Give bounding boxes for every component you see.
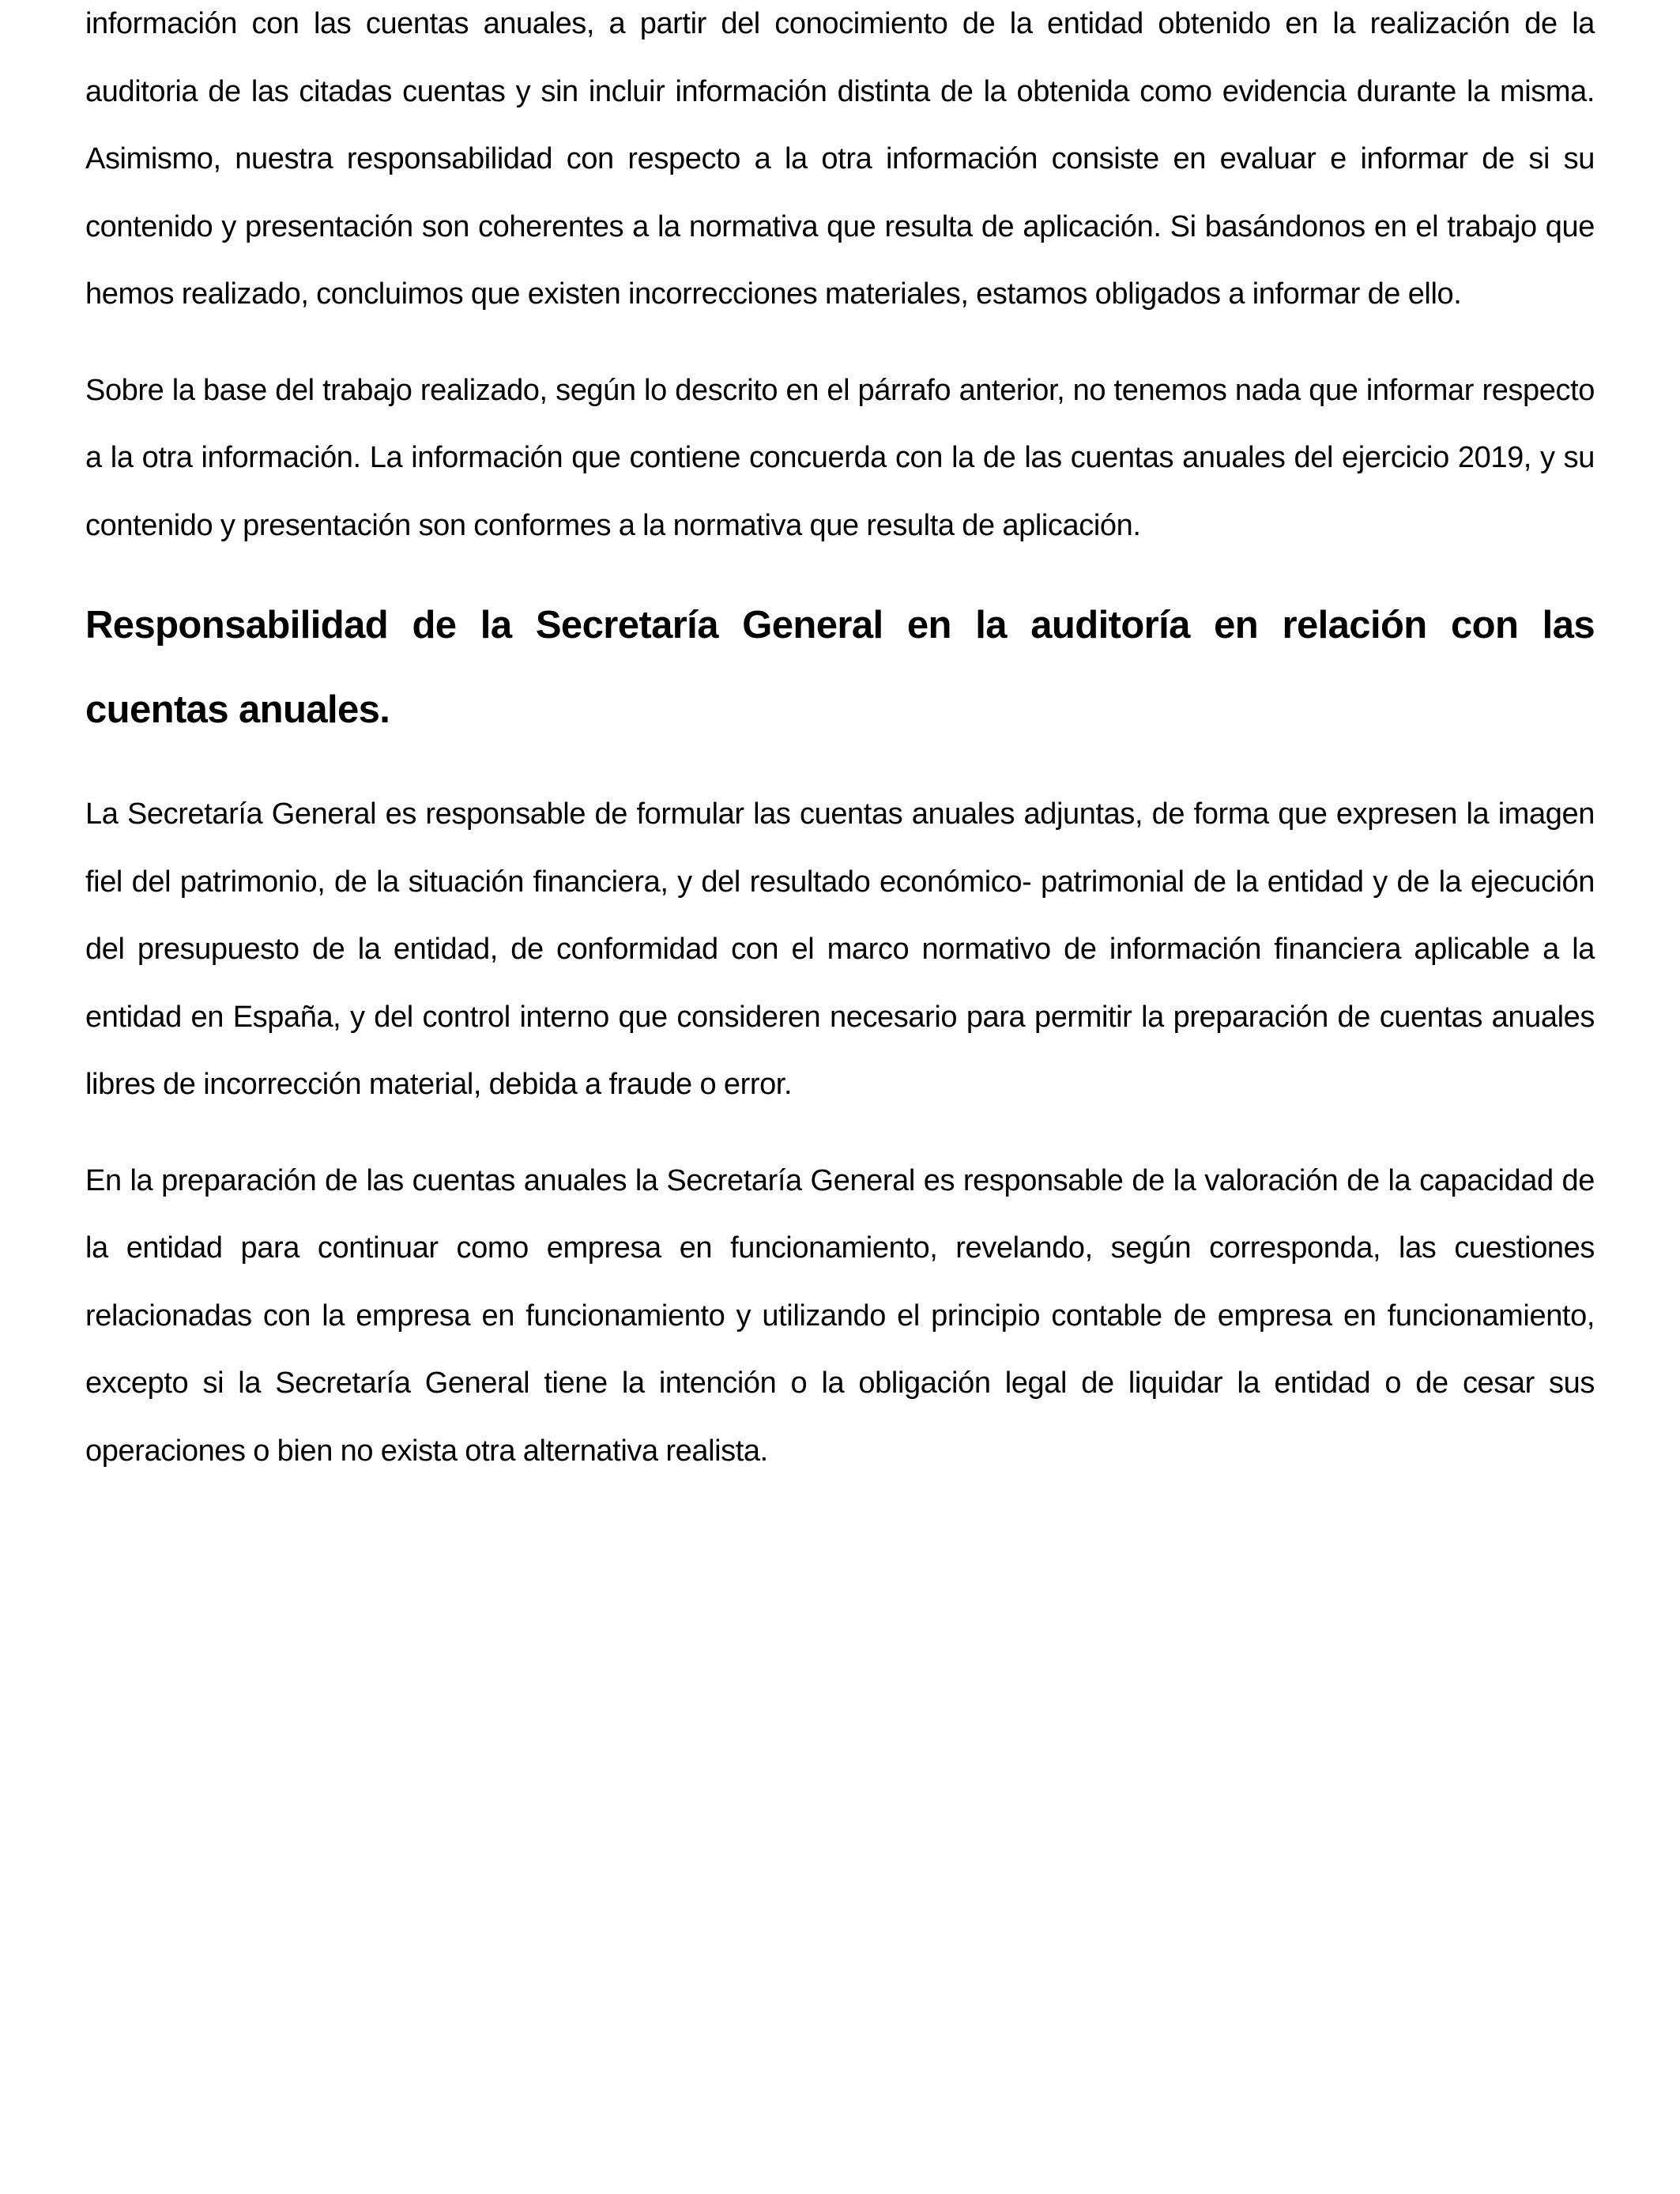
paragraph-other-information-responsibility: información con las cuentas anuales, a partir del conocimiento de la entidad obtenido en la realización de la auditoria de las citadas cuentas y sin incluir información distinta de la obtenida como evidencia durante la misma. Asimismo, nuestra responsabilidad con respecto a la otra información consiste en evaluar e informar de si su contenido y presentación son coherentes a la normativa que resulta de aplicación. Si basándonos en el trabajo que hemos realizado, concluimos que existen incorrecciones materiales, estamos obligados a informar de ello. <box>85 7 1595 311</box>
paragraph-going-concern: En la preparación de las cuentas anuales la Secretaría General es responsable de la valoración de la capacidad de la entidad para continuar como empresa en funcionamiento, revelando, según corresponda, las cuestiones relacionadas con la empresa en funcionamiento y utilizando el principio contable de empresa en funcionamiento, excepto si la Secretaría General tiene la intención o la obligación legal de liquidar la entidad o de cesar sus operaciones o bien no exista otra alternativa realista. <box>85 1163 1595 1468</box>
paragraph-other-information-conclusion: Sobre la base del trabajo realizado, según lo descrito en el párrafo anterior, no tenemos nada que informar respecto a la otra información. La información que contiene concuerda con la de las cuentas anuales del ejercicio 2019, y su contenido y presentación son conformes a la normativa que resulta de aplicación. <box>85 373 1595 542</box>
paragraph-secretaria-responsibility: La Secretaría General es responsable de formular las cuentas anuales adjuntas, de forma que expresen la imagen fiel del patrimonio, de la situación financiera, y del resultado económico- patrimonial de la entidad y de la ejecución del presupuesto de la entidad, de conformidad con el marco normativo de información financiera aplicable a la entidad en España, y del control interno que consideren necesario para permitir la preparación de cuentas anuales libres de incorrección material, debida a fraude o error. <box>85 797 1595 1101</box>
section-heading: Responsabilidad de la Secretaría General en la auditoría en relación con las cuentas anuales. <box>85 604 1595 731</box>
